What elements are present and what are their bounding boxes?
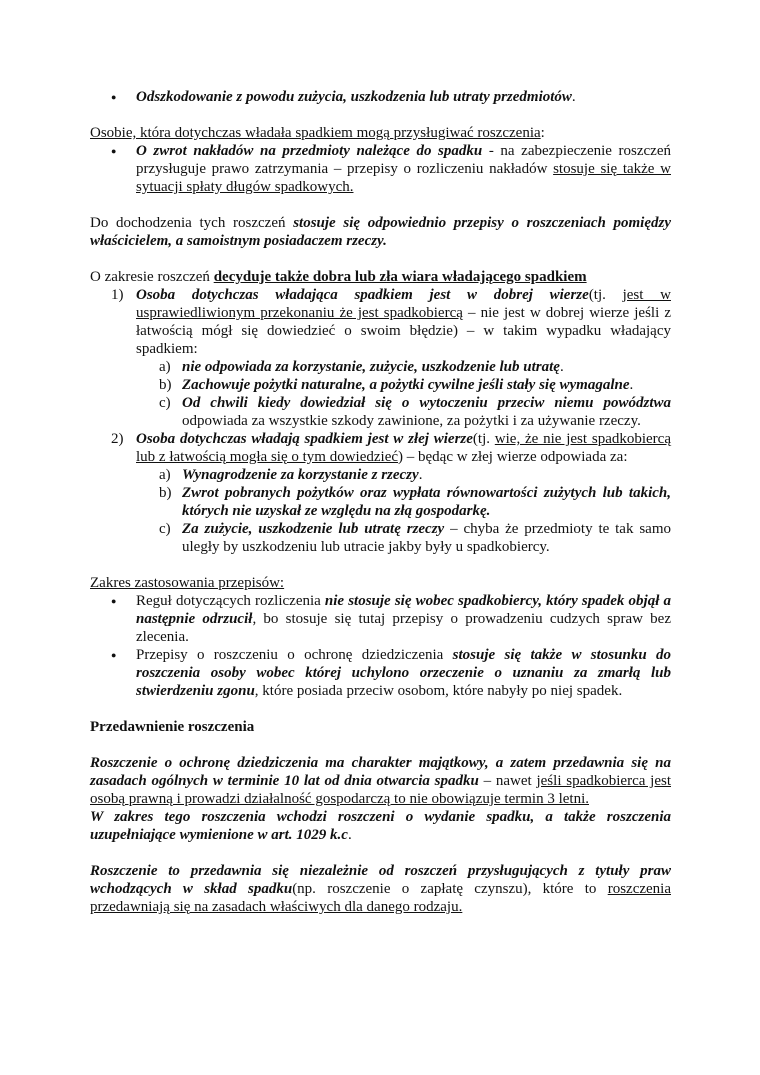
list-item-zla-wiara: 2) Osoba dotychczas władają spadkiem jest w złej wierze(tj. wie, że nie jest spadkobiercą lub z łatwością mogła się o tym dowiedzieć) – będąc w złej wierze odpowiada za: a) Wynagrodzenie za korzystanie z rzeczy. b) Zwrot pobranych pożytków oraz wypłata równowartości zużytych lub takich, których nie uzyskał ze względu na złą gospodarkę. c) Za zużycie, uszkodzenie lub utratę rzeczy – chyba że przedmioty te tak samo uległy by uszkodzeniu lub utracie jakby były u spadkobiercy. [111, 431, 671, 555]
list-item: ● Odszkodowanie z powodu zużycia, uszkodzenia lub utraty przedmiotów. [90, 88, 671, 106]
bullet-list-2 [90, 142, 671, 196]
bullet-list-1 [90, 88, 671, 106]
paragraph-roszczenia-intro: Osobie, która dotychczas władała spadkiem mogą przysługiwać roszczenia: [90, 125, 545, 141]
list-item: ● O zwrot nakładów na przedmioty należące do spadku - na zabezpieczenie roszczeń przysługuje prawo zatrzymania – przepisy o rozliczeniu nakładów stosuje się także w sytuacji spłaty długów spadkowych. [90, 142, 671, 196]
paragraph-przedawnienie-2: W zakres tego roszczenia wchodzi roszczeni o wydanie spadku, a także roszczenia uzupełniające wymienione w art. 1029 k.c. [90, 809, 671, 843]
list-item: b) Zwrot pobranych pożytków oraz wypłata równowartości zużytych lub takich, których nie uzyskał ze względu na złą gospodarkę. [159, 485, 671, 519]
paragraph-dochodzenie: Do dochodzenia tych roszczeń stosuje się odpowiednio przepisy o roszczeniach pomiędzy właścicielem, a samoistnym posiadaczem rzeczy. [90, 215, 672, 249]
list-item: ● Przepisy o roszczeniu o ochronę dziedziczenia stosuje się także w stosunku do roszczenia osoby wobec której uchylono orzeczenie o uznaniu za zmarłą lub stwierdzeniu zgonu, które posiada przeciw osobom, które nabyły po niej spadek. [90, 646, 671, 700]
sub-list [136, 358, 671, 430]
paragraph-przedawnienie-1: Roszczenie o ochronę dziedziczenia ma charakter majątkowy, a zatem przedawnia się na zasadach ogólnych w terminie 10 lat od dnia otwarcia spadku – nawet jeśli spadkobierca jest osobą prawną i prowadzi działalność gospodarczą to nie obowiązuje termin 3 letni. [90, 755, 671, 807]
list-item: c) Za zużycie, uszkodzenie lub utratę rzeczy – chyba że przedmioty te tak samo uległy by uszkodzeniu lub utracie jakby były u spadkobiercy. [159, 521, 671, 555]
list-item: c) Od chwili kiedy dowiedział się o wytoczeniu przeciw niemu powództwa odpowiada za wszystkie szkody zawinione, za pożytki i za używanie rzeczy. [159, 395, 671, 429]
paragraph-zakres-roszczen: O zakresie roszczeń decyduje także dobra lub zła wiara władającego spadkiem [90, 269, 587, 285]
list-item: a) Wynagrodzenie za korzystanie z rzeczy. [159, 467, 423, 483]
numbered-list [90, 286, 671, 556]
document-page [90, 88, 671, 916]
list-item: b) Zachowuje pożytki naturalne, a pożytki cywilne jeśli stały się wymagalne. [159, 377, 634, 393]
bullet-list-3 [90, 592, 671, 700]
paragraph-zakres-zastosowania: Zakres zastosowania przepisów: [90, 575, 285, 591]
list-item: a) nie odpowiada za korzystanie, zużycie, uszkodzenie lub utratę. [159, 359, 564, 375]
paragraph-przedawnienie-3: Roszczenie to przedawnia się niezależnie od roszczeń przysługujących z tytuły praw wchodzących w skład spadku(np. roszczenie o zapłatę czynszu), które to roszczenia przedawniają się na zasadach właściwych dla danego rodzaju. [90, 863, 671, 915]
sub-list [136, 466, 671, 556]
list-item-dobra-wiara: 1) Osoba dotychczas władająca spadkiem jest w dobrej wierze(tj. jest w usprawiedliwionym przekonaniu że jest spadkobiercą – nie jest w dobrej wierze jeśli z łatwością mógł się dowiedzieć o swoim błędzie) – w takim wypadku władający spadkiem: a) nie odpowiada za korzystanie, zużycie, uszkodzenie lub utratę. b) Zachowuje pożytki naturalne, a pożytki cywilne jeśli stały się wymagalne. c) Od chwili kiedy dowiedział się o wytoczeniu przeciw niemu powództwa odpowiada za wszystkie szkody zawinione, za pożytki i za używanie rzeczy. [111, 287, 672, 429]
list-item: ● Reguł dotyczących rozliczenia nie stosuje się wobec spadkobiercy, który spadek objął a następnie odrzucił, bo stosuje się tutaj przepisy o prowadzeniu cudzych spraw bez zlecenia. [90, 592, 671, 646]
section-heading: Przedawnienie roszczenia [90, 719, 255, 735]
